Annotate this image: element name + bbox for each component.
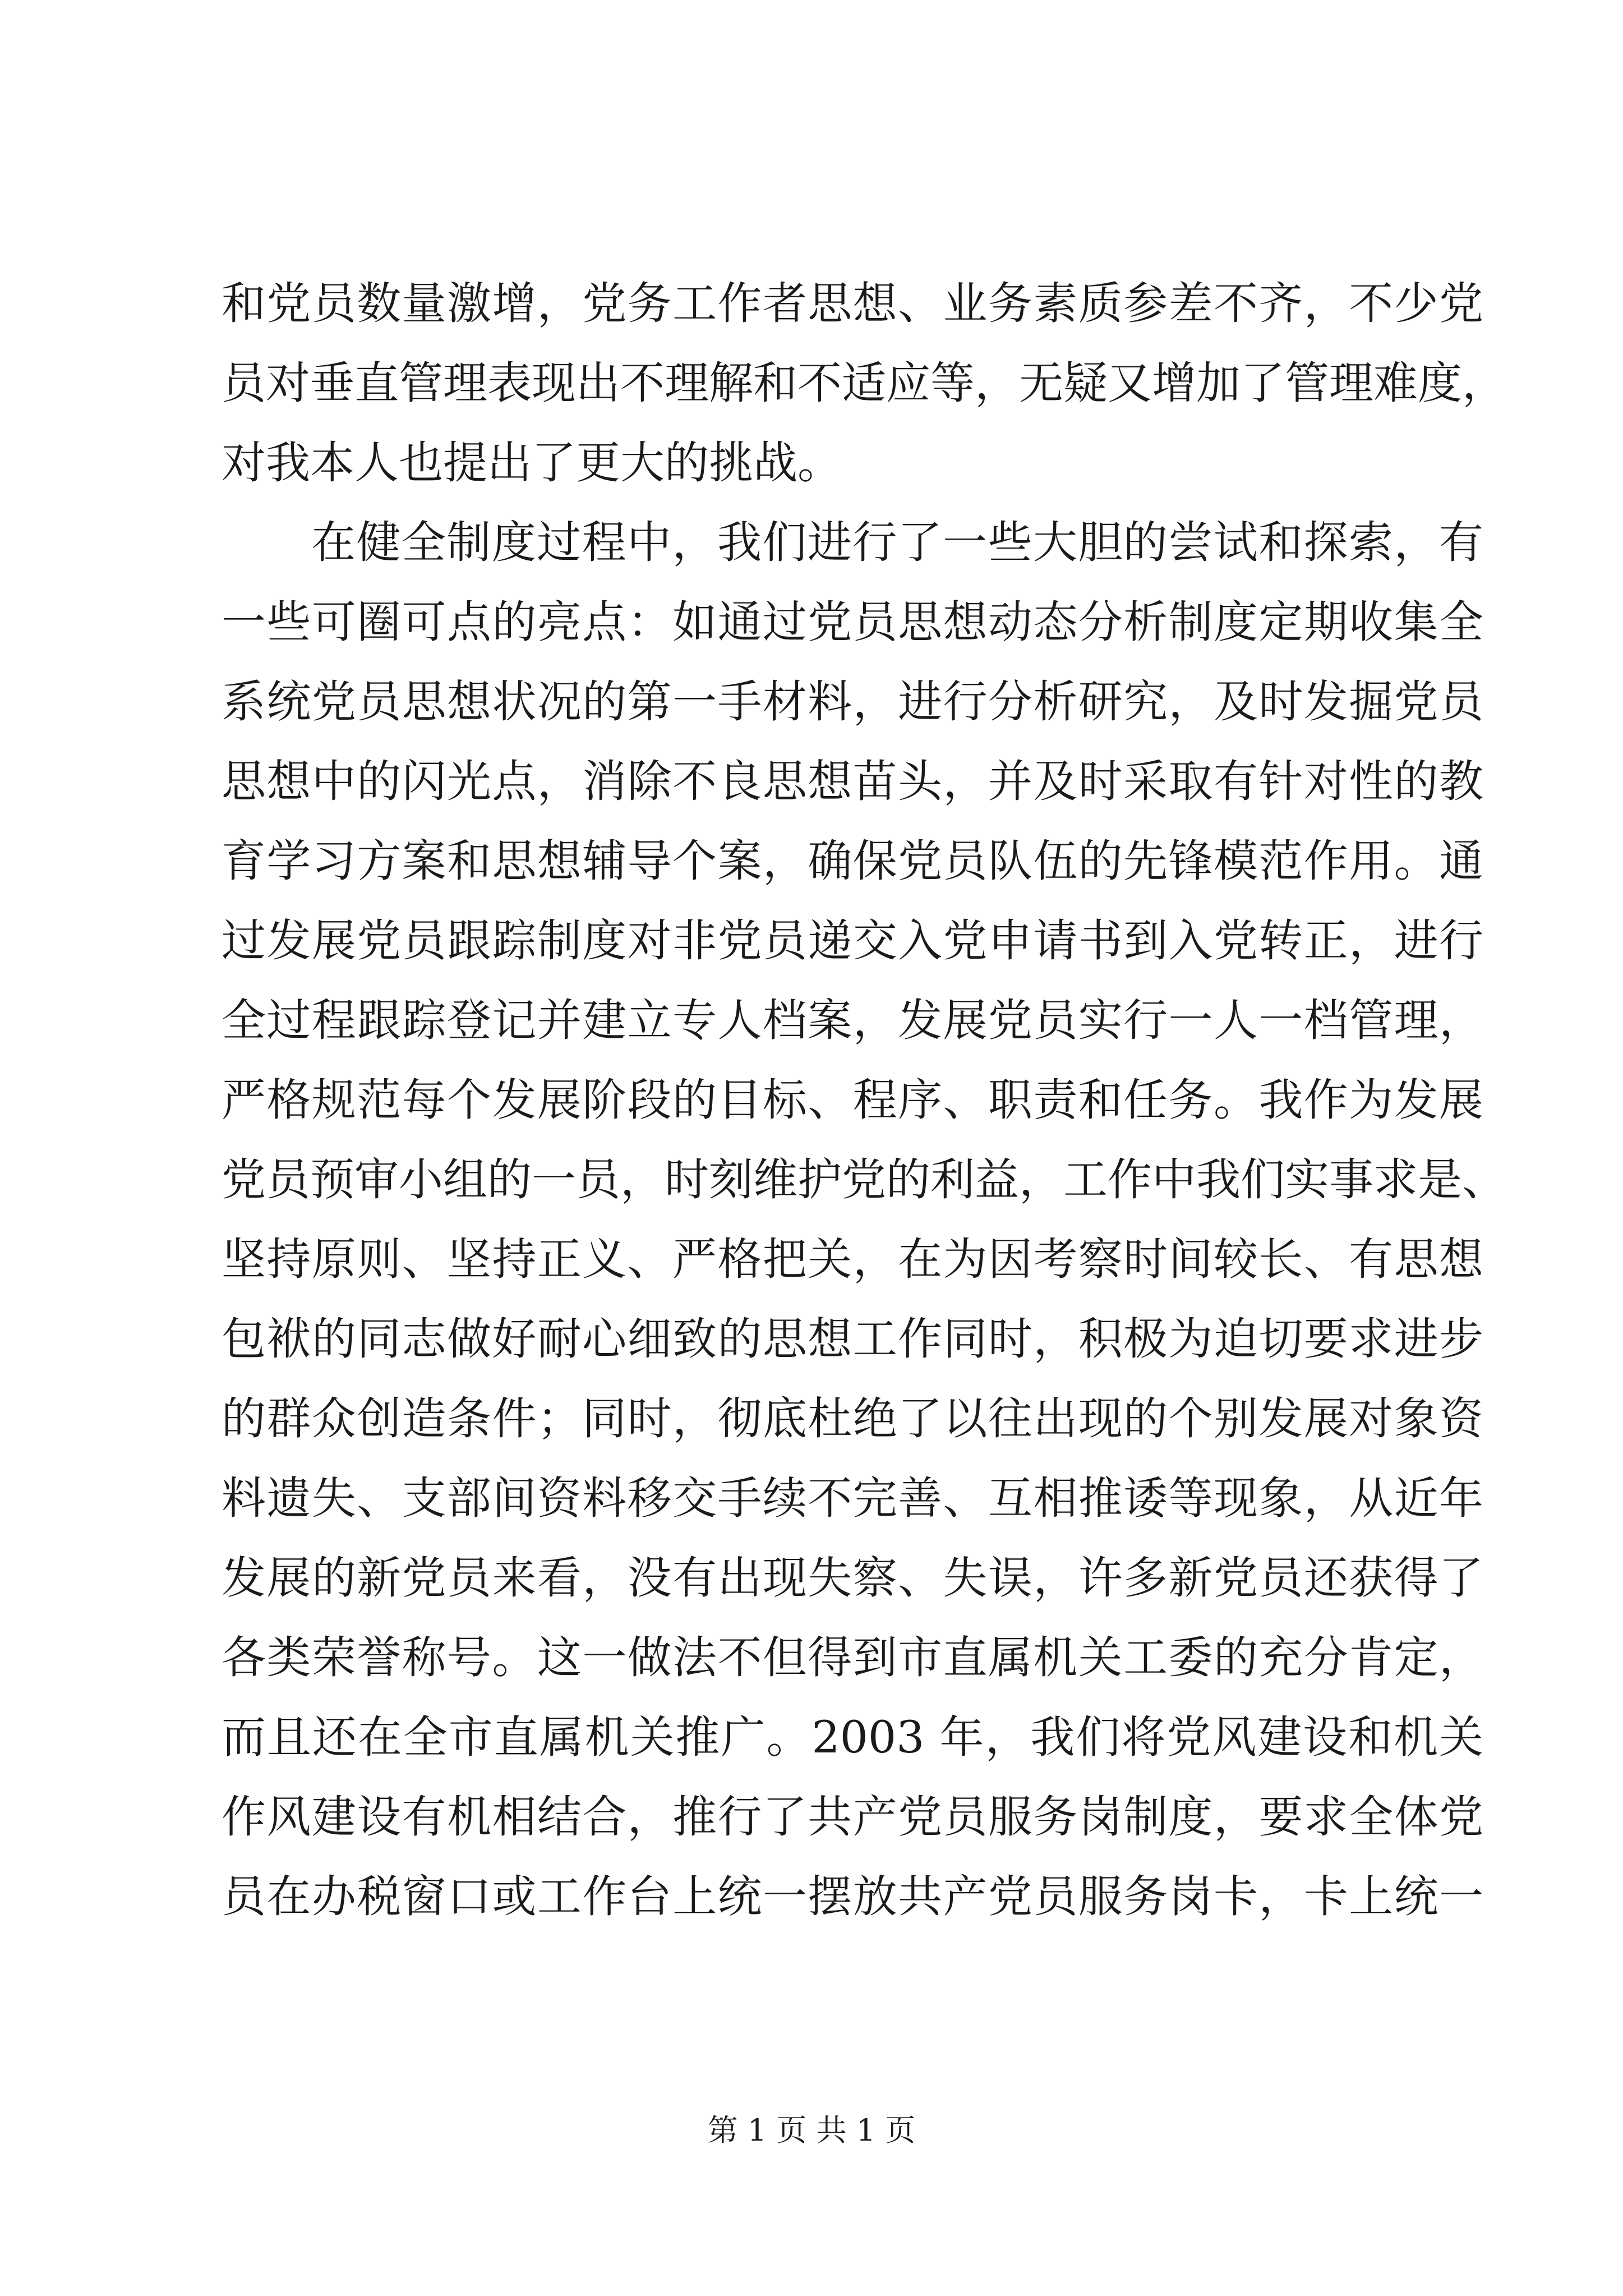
paragraph-1 xyxy=(222,264,1506,503)
text-line: 和党员数量激增，党务工作者思想、业务素质参差不齐，不少党 xyxy=(222,278,1483,329)
text-line: 过发展党员跟踪制度对非党员递交入党申请书到入党转正，进行 xyxy=(222,915,1483,967)
text-line: 包袱的同志做好耐心细致的思想工作同时，积极为迫切要求进步 xyxy=(222,1313,1483,1365)
text-line: 思想中的闪光点，消除不良思想苗头，并及时采取有针对性的教 xyxy=(222,756,1483,807)
document-body xyxy=(222,264,1506,1936)
text-line: 作风建设有机相结合，推行了共产党员服务岗制度，要求全体党 xyxy=(222,1791,1483,1843)
text-line: 而且还在全市直属机关推广。2003 年，我们将党风建设和机关 xyxy=(222,1711,1483,1763)
text-line: 育学习方案和思想辅导个案，确保党员队伍的先锋模范作用。通 xyxy=(222,835,1483,887)
text-line: 坚持原则、坚持正义、严格把关，在为因考察时间较长、有思想 xyxy=(222,1234,1483,1285)
text-line: 的群众创造条件；同时，彻底杜绝了以往出现的个别发展对象资 xyxy=(222,1393,1483,1444)
text-line: 严格规范每个发展阶段的目标、程序、职责和任务。我作为发展 xyxy=(222,1074,1483,1126)
text-line: 系统党员思想状况的第一手材料，进行分析研究，及时发掘党员 xyxy=(222,676,1483,728)
text-line: 在健全制度过程中，我们进行了一些大胆的尝试和探索，有 xyxy=(311,517,1483,568)
text-line: 员在办税窗口或工作台上统一摆放共产党员服务岗卡，卡上统一 xyxy=(222,1871,1483,1922)
text-line: 全过程跟踪登记并建立专人档案，发展党员实行一人一档管理， xyxy=(222,995,1483,1046)
text-line: 对我本人也提出了更大的挑战。 xyxy=(222,437,842,489)
text-line: 各类荣誉称号。这一做法不但得到市直属机关工委的充分肯定， xyxy=(222,1632,1483,1683)
text-line: 党员预审小组的一员，时刻维护党的利益，工作中我们实事求是、 xyxy=(222,1154,1506,1205)
text-line: 发展的新党员来看，没有出现失察、失误，许多新党员还获得了 xyxy=(222,1552,1483,1604)
text-line: 一些可圈可点的亮点：如通过党员思想动态分析制度定期收集全 xyxy=(222,596,1483,648)
text-line: 员对垂直管理表现出不理解和不适应等，无疑又增加了管理难度， xyxy=(222,357,1506,409)
paragraph-2 xyxy=(222,503,1506,1936)
page-footer xyxy=(0,2106,1623,2150)
page-number-label: 第 1 页 共 1 页 xyxy=(707,2113,916,2148)
text-line: 料遗失、支部间资料移交手续不完善、互相推诿等现象，从近年 xyxy=(222,1473,1483,1524)
